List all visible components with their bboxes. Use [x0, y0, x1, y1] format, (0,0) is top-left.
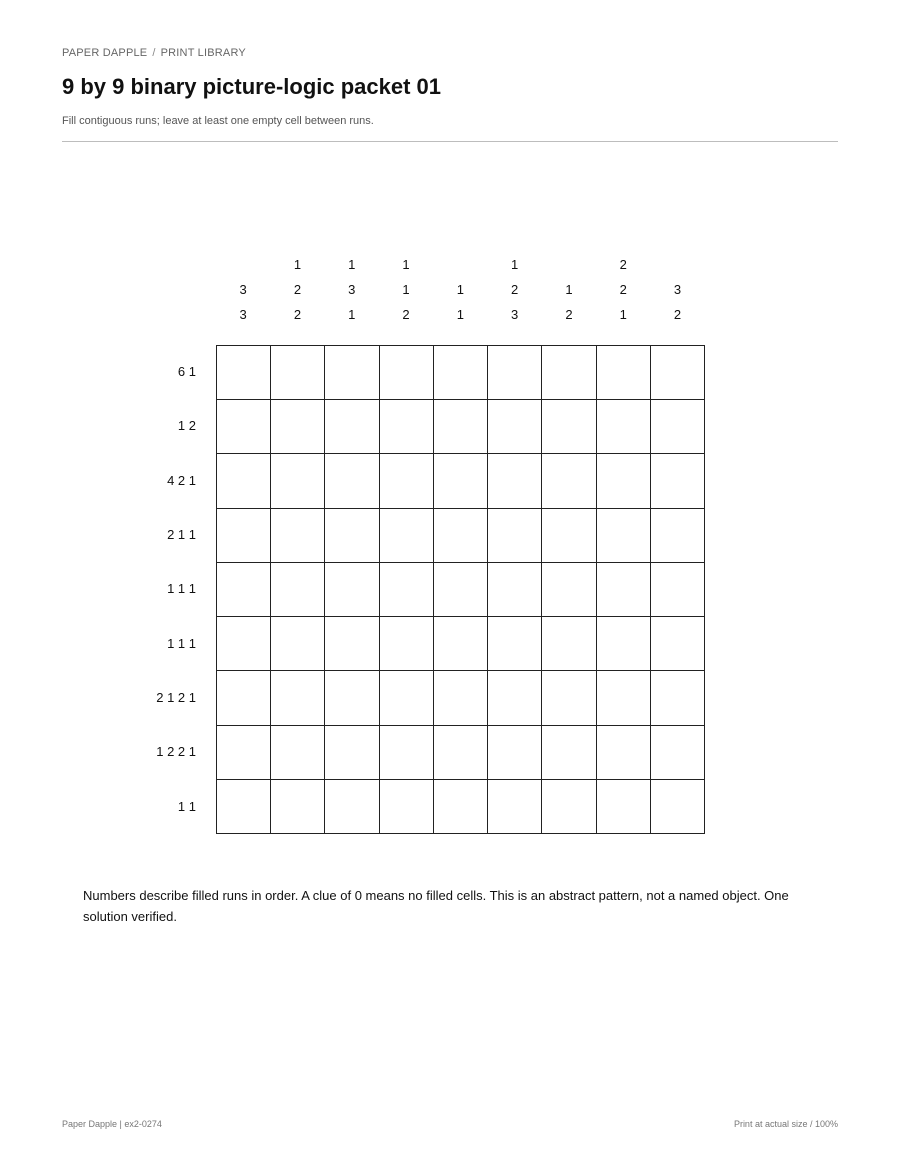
grid-cell[interactable]	[488, 454, 542, 508]
grid-cell[interactable]	[271, 400, 325, 454]
grid-cell[interactable]	[597, 346, 651, 400]
grid-cell[interactable]	[325, 400, 379, 454]
breadcrumb-site[interactable]: PAPER DAPPLE	[62, 47, 148, 59]
grid-cell[interactable]	[651, 454, 705, 508]
grid-cell[interactable]	[217, 563, 271, 617]
grid-cell[interactable]	[217, 726, 271, 780]
grid-cell[interactable]	[542, 780, 596, 834]
grid-cell[interactable]	[325, 563, 379, 617]
grid-cell[interactable]	[597, 509, 651, 563]
column-clue-number: 2	[673, 307, 682, 322]
grid-cell[interactable]	[217, 346, 271, 400]
grid-cell[interactable]	[542, 346, 596, 400]
grid-cell[interactable]	[325, 454, 379, 508]
grid-cell[interactable]	[651, 617, 705, 671]
grid-cell[interactable]	[380, 509, 434, 563]
grid-cell[interactable]	[271, 617, 325, 671]
column-clue-number: 1	[619, 307, 627, 322]
column-clue-number: 2	[293, 307, 302, 322]
column-clue-number: 2	[565, 307, 573, 322]
grid-cell[interactable]	[434, 617, 488, 671]
grid-cell[interactable]	[434, 671, 488, 725]
column-clue-number: 1	[456, 307, 464, 322]
grid-cell[interactable]	[597, 400, 651, 454]
grid-cell[interactable]	[217, 400, 271, 454]
grid-cell[interactable]	[325, 780, 379, 834]
breadcrumb-section[interactable]: PRINT LIBRARY	[160, 47, 246, 59]
grid-cell[interactable]	[217, 780, 271, 834]
grid-cell[interactable]	[217, 671, 271, 725]
grid-cell[interactable]	[651, 563, 705, 617]
grid-cell[interactable]	[325, 671, 379, 725]
grid-cell[interactable]	[271, 726, 325, 780]
grid-cell[interactable]	[380, 346, 434, 400]
row-clue: 1 1 1	[167, 581, 196, 597]
grid-cell[interactable]	[542, 400, 596, 454]
grid-cell[interactable]	[380, 671, 434, 725]
grid-cell[interactable]	[380, 726, 434, 780]
grid-cell[interactable]	[434, 726, 488, 780]
grid-cell[interactable]	[651, 509, 705, 563]
column-clue-number: 1	[402, 257, 410, 272]
column-clue-number: 2	[402, 307, 410, 322]
grid-cell[interactable]	[271, 563, 325, 617]
grid-cell[interactable]	[542, 726, 596, 780]
grid-cell[interactable]	[488, 780, 542, 834]
grid-cell[interactable]	[488, 346, 542, 400]
column-clue-number: 3	[511, 307, 519, 322]
grid-cell[interactable]	[434, 509, 488, 563]
grid-cell[interactable]	[217, 454, 271, 508]
grid-cell[interactable]	[488, 617, 542, 671]
row-clue: 1 2 2 1	[156, 744, 196, 760]
grid-cell[interactable]	[271, 346, 325, 400]
grid-cell[interactable]	[380, 563, 434, 617]
column-clue-number: 3	[673, 282, 682, 297]
grid-cell[interactable]	[651, 400, 705, 454]
row-clue: 2 1 2 1	[156, 689, 196, 705]
grid-cell[interactable]	[271, 780, 325, 834]
grid-cell[interactable]	[542, 671, 596, 725]
grid-cell[interactable]	[488, 671, 542, 725]
grid-cell[interactable]	[380, 454, 434, 508]
footer-id: Paper Dapple | ex2-0274	[62, 1119, 162, 1129]
column-clue-number: 1	[402, 282, 410, 297]
row-clue: 1 1	[177, 798, 196, 814]
grid-cell[interactable]	[434, 563, 488, 617]
grid-cell[interactable]	[542, 563, 596, 617]
grid-cell[interactable]	[434, 400, 488, 454]
grid-cell[interactable]	[380, 617, 434, 671]
page-title: 9 by 9 binary picture-logic packet 01	[62, 74, 442, 99]
grid-cell[interactable]	[434, 346, 488, 400]
grid-cell[interactable]	[542, 509, 596, 563]
grid-cell[interactable]	[488, 563, 542, 617]
grid-cell[interactable]	[380, 400, 434, 454]
grid-cell[interactable]	[542, 454, 596, 508]
row-clue: 2 1 1	[167, 527, 196, 543]
grid-cell[interactable]	[325, 617, 379, 671]
grid-cell[interactable]	[325, 509, 379, 563]
footer-print-hint: Print at actual size / 100%	[733, 1119, 838, 1129]
grid-cell[interactable]	[380, 780, 434, 834]
grid-cell[interactable]	[434, 780, 488, 834]
grid-cell[interactable]	[651, 346, 705, 400]
instructions-note: Numbers describe filled runs in order. A clue of 0 means no filled cells. This is an abstract pattern, not a named object. One solution verified.	[83, 888, 789, 924]
column-clue-number: 1	[348, 257, 356, 272]
column-clue-number: 1	[293, 257, 302, 272]
grid-cell[interactable]	[488, 400, 542, 454]
grid-cell[interactable]	[651, 726, 705, 780]
grid-cell[interactable]	[651, 780, 705, 834]
grid-cell[interactable]	[597, 671, 651, 725]
column-clue-number: 2	[619, 282, 627, 297]
grid-cell[interactable]	[325, 346, 379, 400]
grid-cell[interactable]	[597, 563, 651, 617]
column-clue-number: 1	[348, 307, 356, 322]
page-subtitle: Fill contiguous runs; leave at least one empty cell between runs.	[62, 115, 374, 127]
column-clue-number: 2	[511, 282, 519, 297]
grid-cell[interactable]	[271, 671, 325, 725]
breadcrumb-separator: /	[152, 47, 156, 59]
grid-cell[interactable]	[542, 617, 596, 671]
column-clue-number: 1	[456, 282, 464, 297]
column-clue-number: 3	[239, 282, 247, 297]
grid-cell[interactable]	[597, 780, 651, 834]
row-clue: 4 2 1	[167, 472, 196, 488]
grid-cell[interactable]	[434, 454, 488, 508]
column-clue-number: 1	[511, 257, 519, 272]
grid-cell[interactable]	[271, 454, 325, 508]
grid-cell[interactable]	[217, 617, 271, 671]
row-clue: 1 2	[177, 418, 196, 434]
puzzle-grid	[216, 345, 705, 834]
grid-cell[interactable]	[651, 671, 705, 725]
grid-cell[interactable]	[271, 509, 325, 563]
grid-cell[interactable]	[488, 509, 542, 563]
grid-cell[interactable]	[217, 509, 271, 563]
row-clue: 1 1 1	[167, 635, 196, 651]
column-clue-number: 1	[565, 282, 573, 297]
column-clue-number: 3	[239, 307, 247, 322]
grid-cell[interactable]	[325, 726, 379, 780]
column-clue-number: 3	[348, 282, 356, 297]
grid-cell[interactable]	[597, 726, 651, 780]
column-clue-number: 2	[619, 257, 627, 272]
row-clue: 6 1	[177, 364, 196, 380]
grid-cell[interactable]	[488, 726, 542, 780]
grid-cell[interactable]	[597, 617, 651, 671]
grid-cell[interactable]	[597, 454, 651, 508]
column-clue-number: 2	[293, 282, 302, 297]
